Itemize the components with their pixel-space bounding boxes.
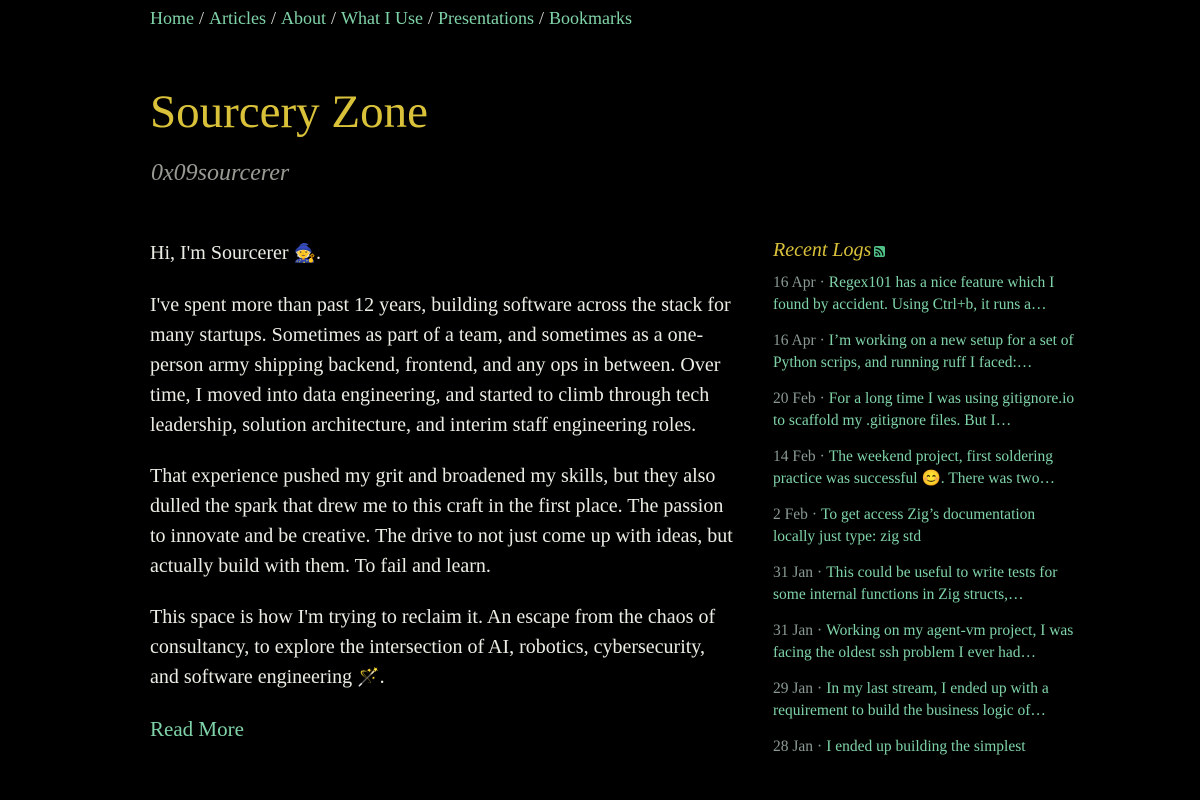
nav-link-what-i-use[interactable]: What I Use [341, 8, 423, 28]
log-entry [773, 272, 1078, 315]
log-date: 20 Feb [773, 390, 816, 407]
log-date: 14 Feb [773, 448, 816, 465]
nav-link-bookmarks[interactable]: Bookmarks [549, 8, 633, 28]
nav-separator: / [199, 8, 205, 28]
nav-link-articles[interactable]: Articles [209, 8, 266, 28]
intro-section [150, 238, 735, 745]
greeting-end: . [315, 242, 321, 264]
recent-logs-heading [773, 236, 1078, 264]
nav-separator: / [271, 8, 277, 28]
recent-logs-sidebar [773, 236, 1078, 773]
closing-text: This space is how I'm trying to reclaim it. An escape from the chaos of consultancy, to explore the intersection of AI, robotics, cybersecurity, and software engineering [150, 606, 716, 688]
closing-paragraph [150, 602, 735, 693]
log-separator: · [819, 390, 825, 407]
log-date: 16 Apr [773, 274, 816, 291]
log-entry [773, 736, 1078, 758]
nav-separator: / [331, 8, 337, 28]
log-entry [773, 504, 1078, 547]
log-link[interactable]: For a long time I was using gitignore.io to scaffold my .gitignore files. But I… [773, 390, 1075, 429]
log-list [773, 272, 1078, 758]
rss-icon[interactable] [874, 246, 885, 257]
log-separator: · [817, 680, 823, 697]
read-more-link[interactable]: Read More [150, 717, 244, 741]
magic-wand-icon: 🪄 [357, 667, 380, 688]
nav-link-presentations[interactable]: Presentations [438, 8, 535, 28]
log-entry [773, 562, 1078, 605]
log-separator: · [817, 622, 823, 639]
log-entry [773, 388, 1078, 431]
nav-link-about[interactable]: About [281, 8, 327, 28]
log-date: 2 Feb [773, 506, 808, 523]
log-link[interactable]: In my last stream, I ended up with a requirement to build the business logic of… [773, 680, 1049, 719]
log-link[interactable]: Working on my agent-vm project, I was facing the oldest ssh problem I ever had… [773, 622, 1074, 661]
site-subtitle: 0x09sourcerer [151, 160, 290, 186]
log-separator: · [817, 564, 823, 581]
log-link[interactable]: Regex101 has a nice feature which I found by accident. Using Ctrl+b, it runs a… [773, 274, 1055, 313]
log-separator: · [819, 332, 825, 349]
log-link[interactable]: This could be useful to write tests for some internal functions in Zig structs,… [773, 564, 1058, 603]
log-date: 31 Jan [773, 564, 814, 581]
intro-paragraph: I've spent more than past 12 years, building software across the stack for many startups. Sometimes as part of a team, and sometimes as a one-person army shipping backend, frontend, and any ops in between. Over time, I moved into data engineering, and started to climb through tech leadership, solution architecture, and interim staff engineering roles. [150, 294, 731, 436]
site-title: Sourcery Zone [150, 86, 428, 138]
greeting-text: Hi, I'm Sourcerer [150, 242, 289, 264]
log-separator: · [819, 448, 825, 465]
log-link[interactable]: I’m working on a new setup for a set of Python scrips, and running ruff I faced:… [773, 332, 1074, 371]
recent-logs-title: Recent Logs [773, 239, 872, 261]
log-entry [773, 446, 1078, 489]
log-link[interactable]: I ended up building the simplest [826, 738, 1026, 755]
top-nav [150, 7, 632, 29]
greeting-paragraph [150, 238, 735, 269]
log-date: 31 Jan [773, 622, 814, 639]
log-link[interactable]: To get access Zig’s documentation locally just type: zig std [773, 506, 1036, 545]
closing-end: . [379, 666, 385, 688]
log-date: 16 Apr [773, 332, 816, 349]
nav-link-home[interactable]: Home [150, 8, 194, 28]
log-date: 29 Jan [773, 680, 814, 697]
log-separator: · [817, 738, 823, 755]
nav-separator: / [428, 8, 434, 28]
wizard-icon: 🧙 [293, 243, 316, 264]
log-entry [773, 620, 1078, 663]
nav-separator: / [539, 8, 545, 28]
log-separator: · [811, 506, 818, 523]
log-separator: · [819, 274, 825, 291]
log-date: 28 Jan [773, 738, 814, 755]
log-entry [773, 678, 1078, 721]
log-entry [773, 330, 1078, 373]
log-link[interactable]: The weekend project, first soldering practice was successful 😊. There was two… [773, 448, 1055, 487]
intro-paragraph: That experience pushed my grit and broadened my skills, but they also dulled the spark that drew me to this craft in the first place. The passion to innovate and be creative. The drive to not just come up with ideas, but actually build with them. To fail and learn. [150, 465, 733, 577]
